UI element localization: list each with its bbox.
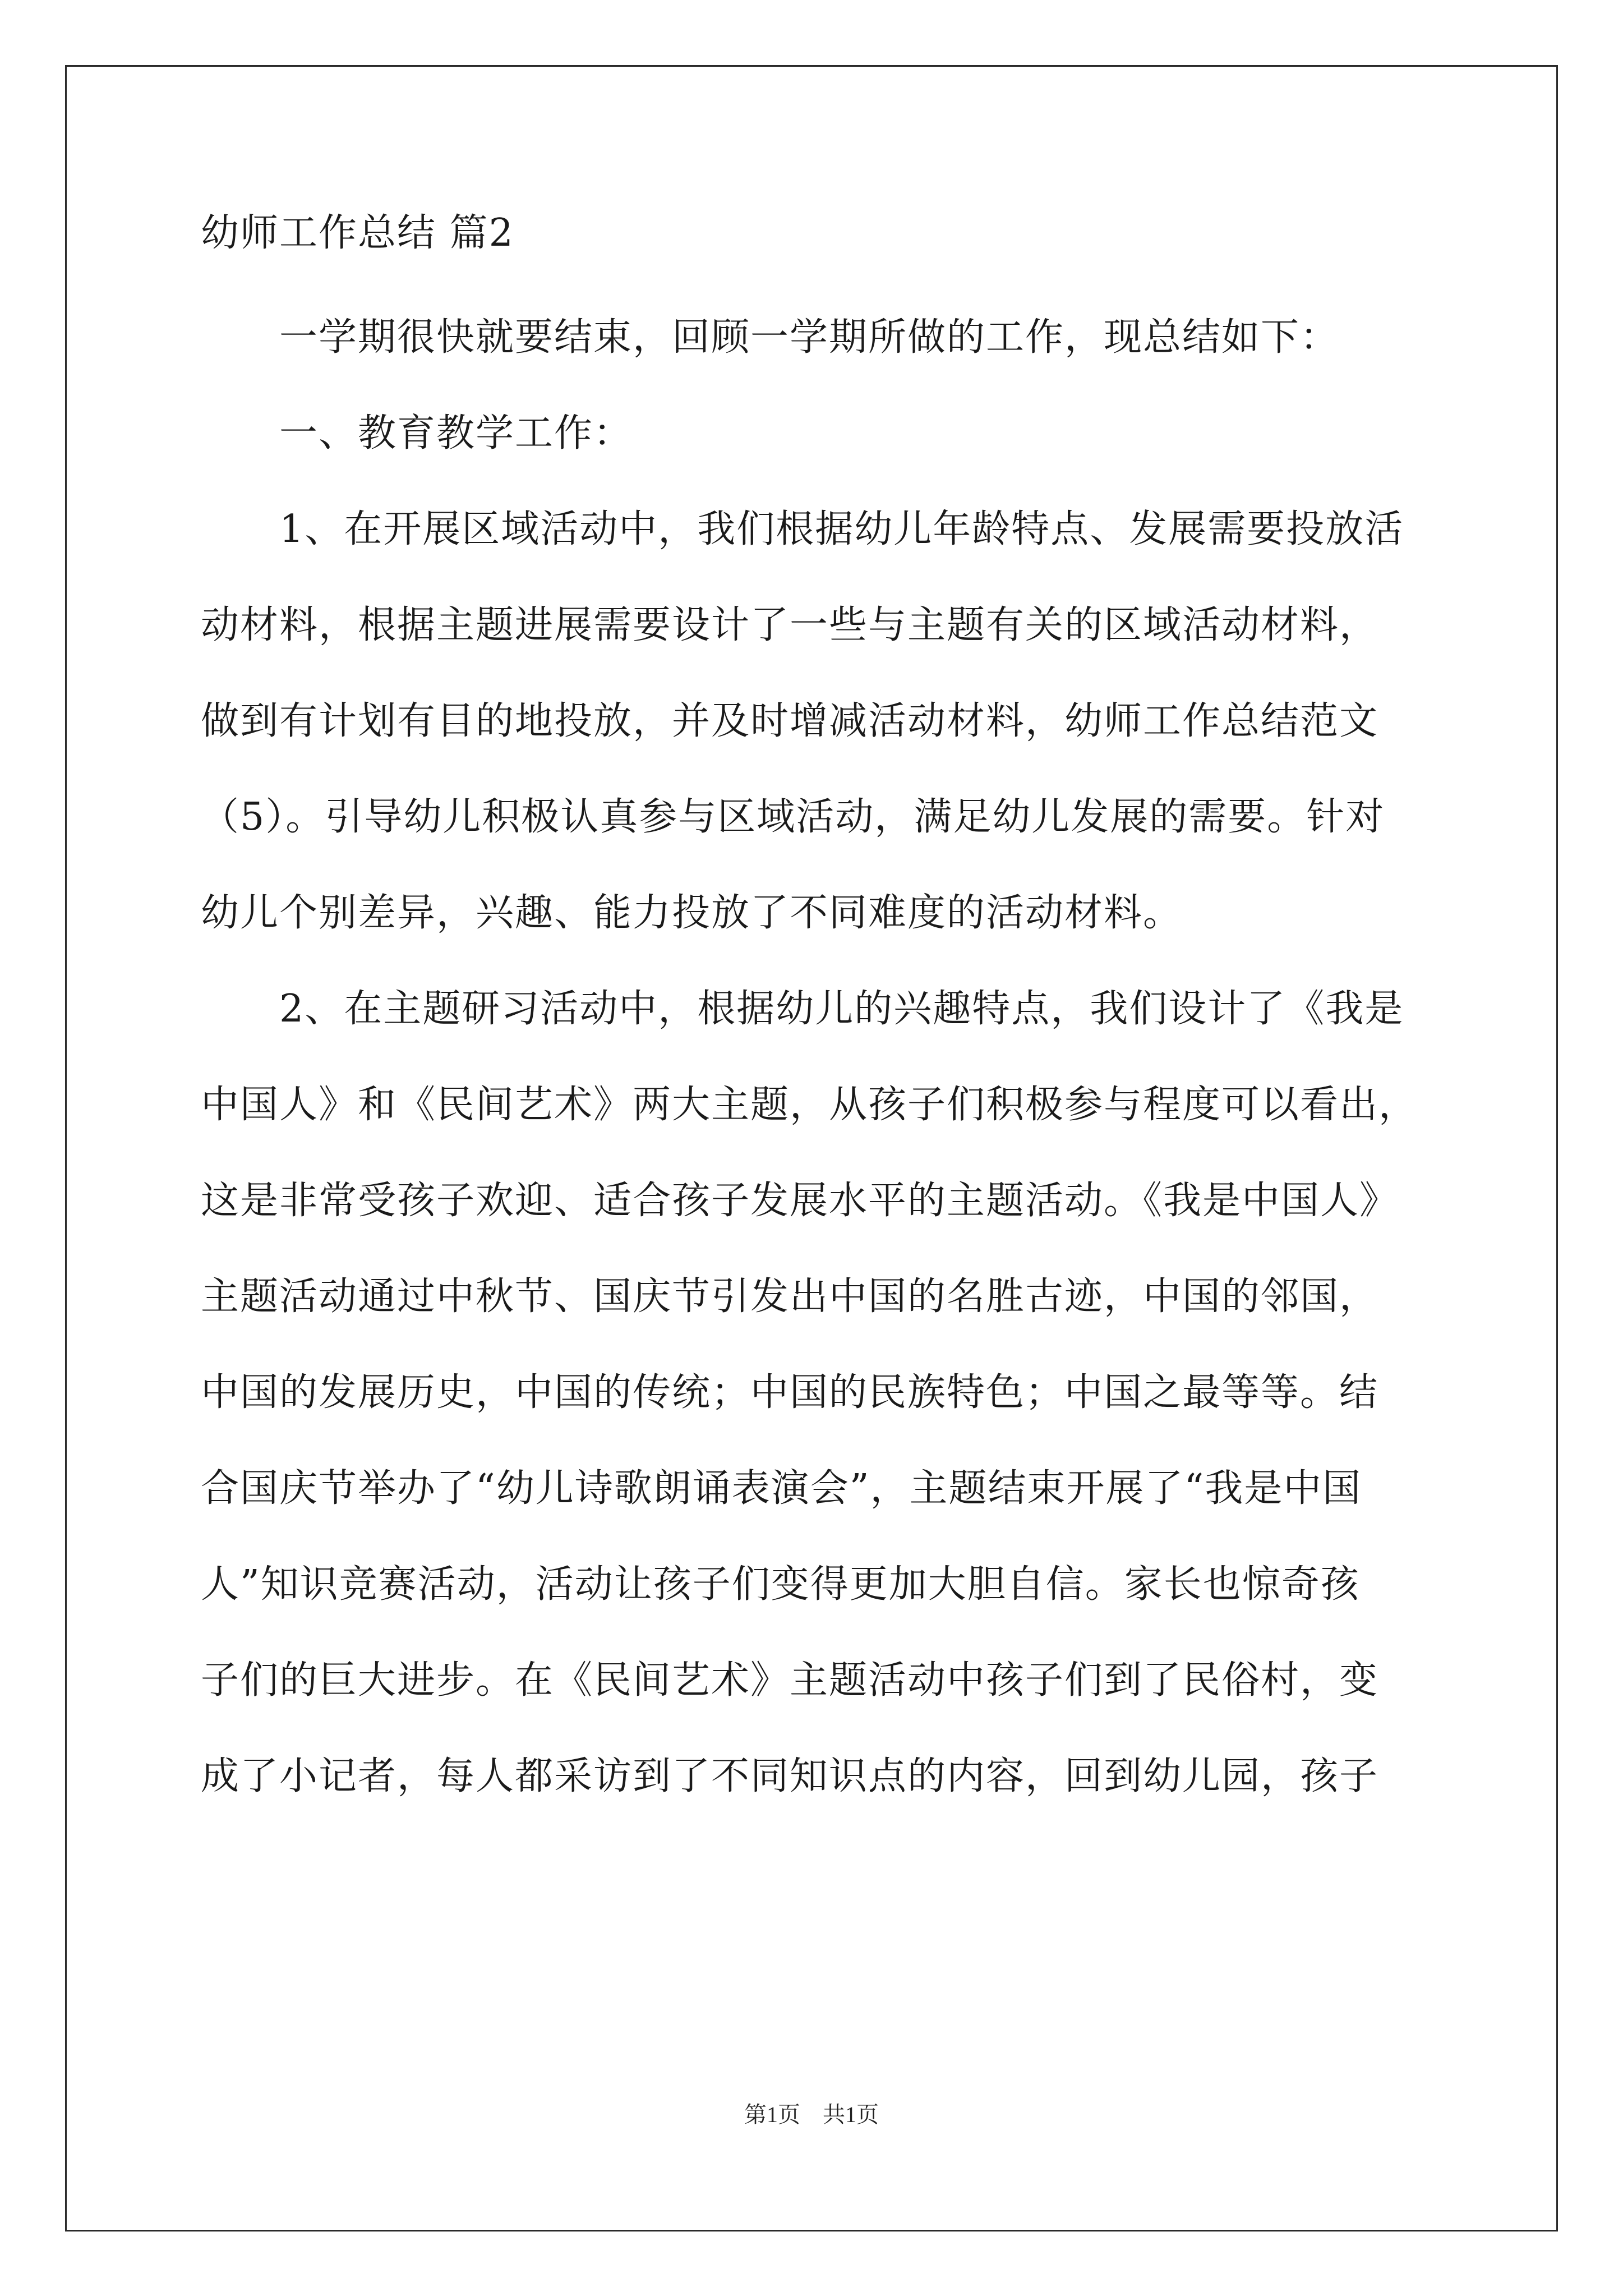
text-line: 子们的巨大进步。在《民间艺术》主题活动中孩子们到了民俗村，变 <box>201 1658 1379 1703</box>
text-line: 1、在开展区域活动中，我们根据幼儿年龄特点、发展需要投放活 <box>279 507 1404 552</box>
document-title: 幼师工作总结 篇2 <box>201 211 514 255</box>
text-line: 主题活动通过中秋节、国庆节引发出中国的名胜古迹，中国的邻国， <box>201 1274 1379 1319</box>
paragraph-item-1 <box>201 481 1435 961</box>
document-body <box>201 209 1435 1824</box>
text-line: 一、教育教学工作： <box>279 411 633 456</box>
text-line: 人”知识竞赛活动，活动让孩子们变得更加大胆自信。家长也惊奇孩 <box>201 1562 1360 1607</box>
section-heading-education <box>201 385 1435 481</box>
text-line: 这是非常受孩子欢迎、适合孩子发展水平的主题活动。《我是中国人》 <box>201 1179 1399 1223</box>
text-line: 2、在主题研习活动中，根据幼儿的兴趣特点，我们设计了《我是 <box>279 987 1404 1032</box>
text-line: 中国的发展历史，中国的传统；中国的民族特色；中国之最等等。结 <box>201 1370 1379 1415</box>
text-line: 幼儿个别差异，兴趣、能力投放了不同难度的活动材料。 <box>201 891 1183 936</box>
text-line: 动材料，根据主题进展需要设计了一些与主题有关的区域活动材料， <box>201 603 1379 648</box>
text-line: 做到有计划有目的地投放，并及时增减活动材料，幼师工作总结范文 <box>201 699 1379 744</box>
text-line: 成了小记者，每人都采访到了不同知识点的内容，回到幼儿园，孩子 <box>201 1754 1379 1799</box>
paragraph-intro <box>201 289 1435 385</box>
text-line: 一学期很快就要结束，回顾一学期所做的工作，现总结如下： <box>279 315 1340 360</box>
text-line: 中国人》和《民间艺术》两大主题，从孩子们积极参与程度可以看出， <box>201 1083 1418 1128</box>
paragraph-item-2 <box>201 961 1435 1824</box>
text-line: 合国庆节举办了“幼儿诗歌朗诵表演会”，主题结束开展了“我是中国 <box>201 1466 1362 1511</box>
text-line: （5）。引导幼儿积极认真参与区域活动，满足幼儿发展的需要。针对 <box>201 795 1385 840</box>
page-number: 第1页 共1页 <box>744 2102 879 2127</box>
